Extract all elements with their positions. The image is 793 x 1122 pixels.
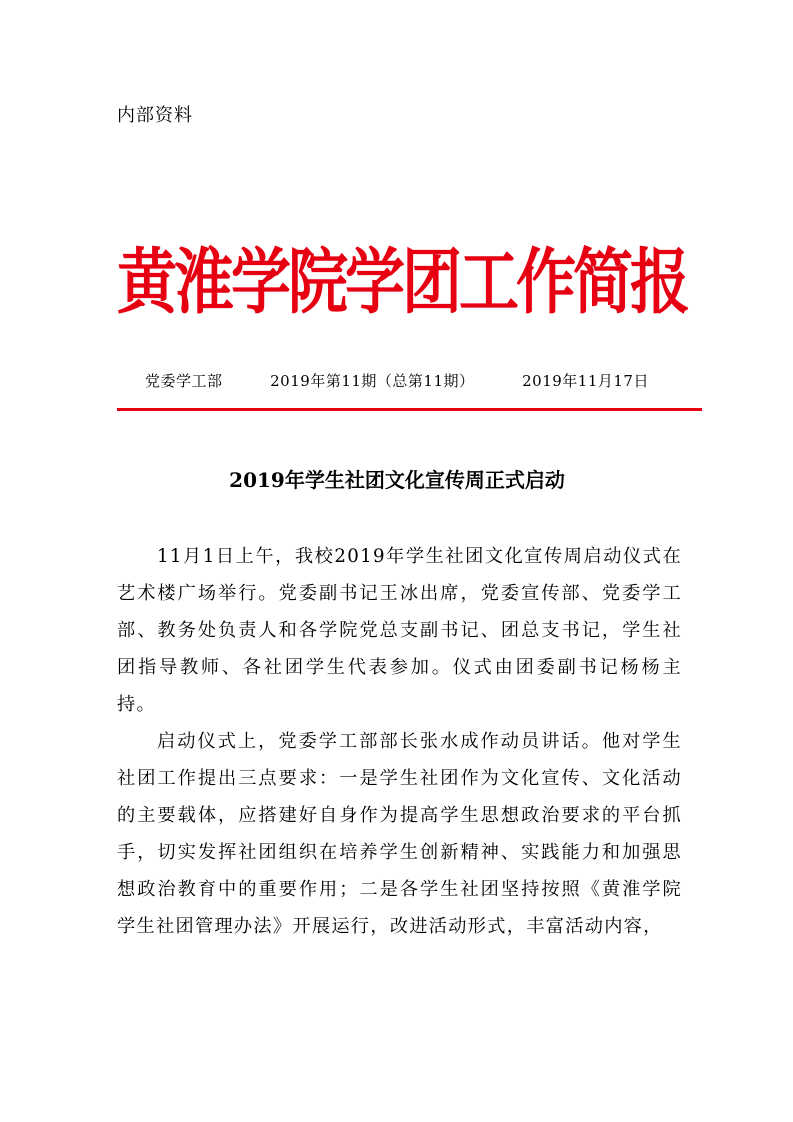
article-paragraph: 启动仪式上，党委学工部部长张水成作动员讲话。他对学生社团工作提出三点要求：一是学生社团作为文化宣传、文化活动的主要载体，应搭建好自身作为提高学生思想政治要求的平台抓手，切实发挥社团组织在培养学生创新精神、实践能力和加强思想政治教育中的重要作用；二是各学生社团坚持按照《黄淮学院学生社团管理办法》开展运行，改进活动形式，丰富活动内容， bbox=[117, 731, 682, 937]
issue-date-text: 2019年11月17日 bbox=[522, 372, 649, 390]
issue-info-line bbox=[117, 370, 677, 392]
article-body bbox=[117, 538, 682, 945]
red-divider-rule bbox=[117, 408, 702, 411]
internal-document-label: 内部资料 bbox=[117, 105, 193, 126]
publisher-text: 党委学工部 bbox=[145, 372, 223, 390]
issue-number-text: 2019年第11期（总第11期） bbox=[270, 372, 475, 390]
article-title: 2019年学生社团文化宣传周正式启动 bbox=[229, 468, 565, 492]
article-paragraph: 11月1日上午，我校2019年学生社团文化宣传周启动仪式在艺术楼广场举行。党委副书记王冰出席，党委宣传部、党委学工部、教务处负责人和各学院党总支副书记、团总支书记，学生社团指导教师、各社团学生代表参加。仪式由团委副书记杨杨主持。 bbox=[117, 546, 682, 715]
masthead-title: 黄淮学院学团工作简报 bbox=[117, 241, 687, 325]
